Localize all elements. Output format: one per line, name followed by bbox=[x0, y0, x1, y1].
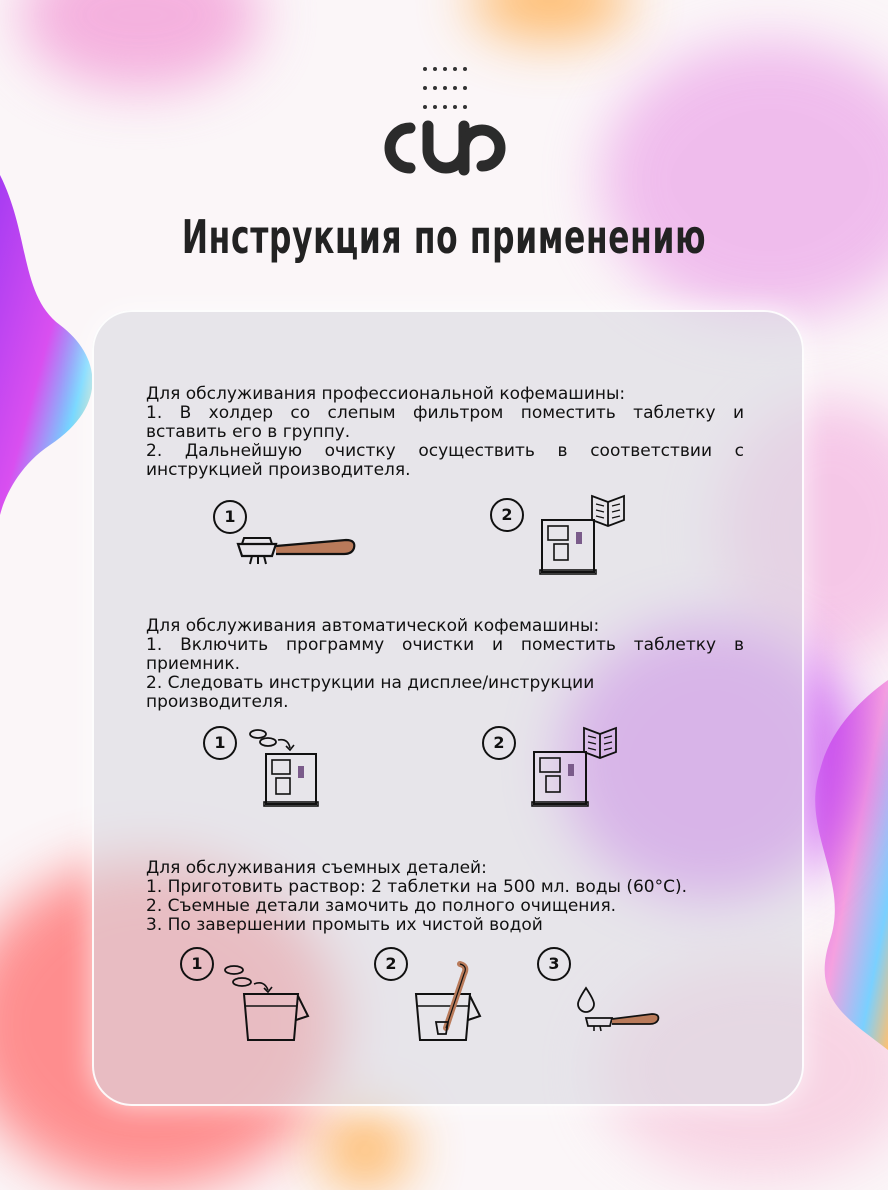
tablets-into-jug-icon bbox=[222, 958, 314, 1044]
step-number: 1 bbox=[203, 726, 237, 760]
instruction-line: 1. В холдер со слепым фильтром поместить таблетку и bbox=[146, 403, 744, 423]
section-heading: Для обслуживания профессиональной кофемашины: bbox=[146, 384, 626, 404]
section-automatic-machine bbox=[146, 617, 744, 712]
rinse-portafilter-icon bbox=[568, 984, 662, 1034]
background-blob bbox=[20, 0, 260, 90]
coffee-machine-manual-icon bbox=[530, 724, 622, 810]
instruction-line: 2. Съемные детали замочить до полного очищения. bbox=[146, 896, 617, 916]
background-blob bbox=[600, 40, 888, 320]
instruction-line: приемник. bbox=[146, 654, 241, 674]
instruction-line: 2. Дальнейшую очистку осуществить в соответствии с bbox=[146, 441, 744, 461]
tablets-into-machine-icon bbox=[248, 724, 328, 810]
instruction-line: 2. Следовать инструкции на дисплее/инструкции bbox=[146, 673, 595, 693]
step-number: 1 bbox=[213, 500, 247, 534]
step-number: 2 bbox=[490, 498, 524, 532]
instruction-line: 1. Приготовить раствор: 2 таблетки на 500 мл. воды (60°С). bbox=[146, 877, 688, 897]
section-removable-parts bbox=[146, 859, 744, 935]
step-number: 2 bbox=[482, 726, 516, 760]
instruction-line: производителя. bbox=[146, 692, 289, 712]
cup-logo bbox=[370, 118, 520, 178]
instruction-line: вставить его в группу. bbox=[146, 422, 351, 442]
soaking-parts-jug-icon bbox=[412, 958, 492, 1044]
instruction-line: 3. По завершении промыть их чистой водой bbox=[146, 915, 543, 935]
step-number: 1 bbox=[180, 947, 214, 981]
section-heading: Для обслуживания автоматической кофемашины: bbox=[146, 616, 600, 636]
dots-decoration bbox=[420, 62, 470, 119]
section-heading: Для обслуживания съемных деталей: bbox=[146, 858, 487, 878]
instruction-line: инструкцией производителя. bbox=[146, 460, 411, 480]
instruction-line: 1. Включить программу очистки и поместить таблетку в bbox=[146, 635, 744, 655]
section-professional-machine bbox=[146, 385, 744, 480]
step-number: 3 bbox=[537, 947, 571, 981]
step-number: 2 bbox=[374, 947, 408, 981]
background-blob bbox=[470, 0, 630, 40]
coffee-machine-manual-icon bbox=[538, 492, 630, 578]
portafilter-icon bbox=[232, 528, 358, 572]
page-title: Инструкция по применению bbox=[181, 210, 707, 264]
background-blob bbox=[320, 1110, 410, 1190]
